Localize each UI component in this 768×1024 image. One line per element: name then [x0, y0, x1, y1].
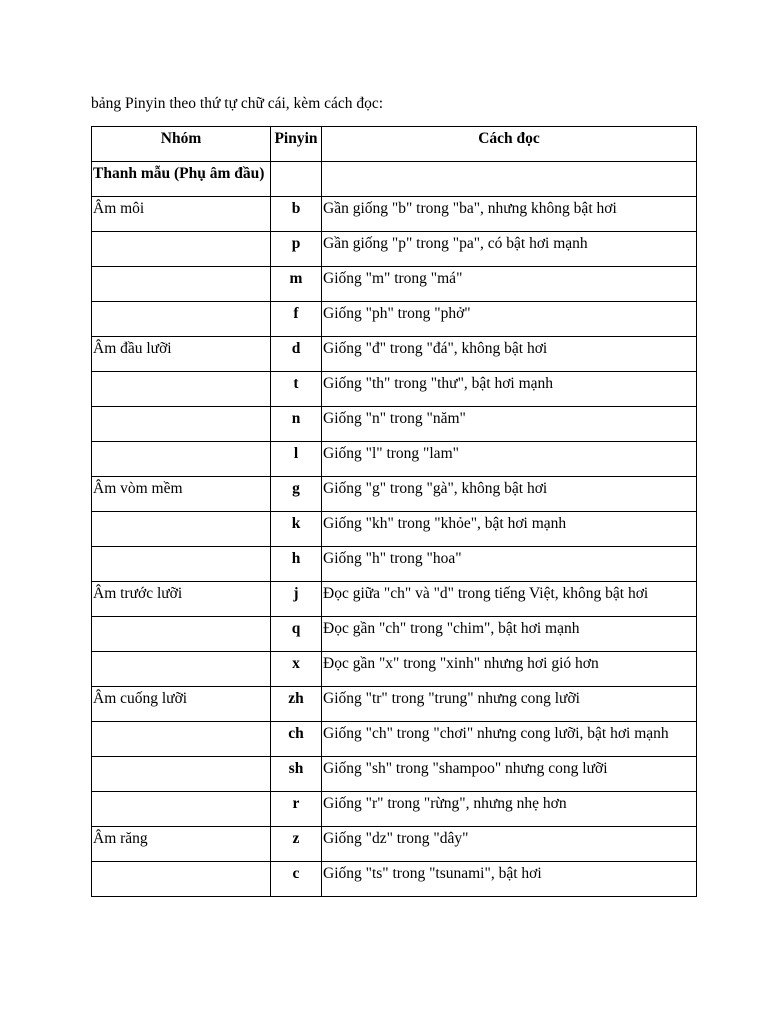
- table-row: [92, 722, 697, 757]
- reading-cell: Gần giống "b" trong "ba", nhưng không bật hơi: [322, 197, 697, 232]
- reading-cell: Giống "kh" trong "khỏe", bật hơi mạnh: [322, 512, 697, 547]
- reading-cell: Giống "g" trong "gà", không bật hơi: [322, 477, 697, 512]
- reading-cell: Giống "ph" trong "phở": [322, 302, 697, 337]
- reading-cell: Đọc giữa "ch" và "d" trong tiếng Việt, không bật hơi: [322, 582, 697, 617]
- header-pinyin: Pinyin: [271, 127, 322, 162]
- table-row: [92, 337, 697, 372]
- section-title: Thanh mẫu (Phụ âm đầu): [92, 162, 271, 197]
- reading-cell: Giống "dz" trong "dây": [322, 827, 697, 862]
- pinyin-cell: b: [271, 197, 322, 232]
- reading-cell: Giống "r" trong "rừng", nhưng nhẹ hơn: [322, 792, 697, 827]
- pinyin-cell: g: [271, 477, 322, 512]
- table-row: [92, 267, 697, 302]
- group-cell: [92, 652, 271, 687]
- table-body: [92, 162, 697, 897]
- table-row: [92, 407, 697, 442]
- table-row: [92, 232, 697, 267]
- pinyin-cell: t: [271, 372, 322, 407]
- group-cell: [92, 512, 271, 547]
- reading-cell: Đọc gần "x" trong "xinh" nhưng hơi gió hơn: [322, 652, 697, 687]
- reading-cell: Gần giống "p" trong "pa", có bật hơi mạnh: [322, 232, 697, 267]
- header-reading: Cách đọc: [322, 127, 697, 162]
- reading-cell: Giống "ts" trong "tsunami", bật hơi: [322, 862, 697, 897]
- reading-cell: Giống "ch" trong "chơi" nhưng cong lưỡi, bật hơi mạnh: [322, 722, 697, 757]
- pinyin-cell: j: [271, 582, 322, 617]
- group-cell: [92, 442, 271, 477]
- group-cell: [92, 617, 271, 652]
- pinyin-cell: k: [271, 512, 322, 547]
- reading-cell: Giống "m" trong "má": [322, 267, 697, 302]
- group-cell: [92, 232, 271, 267]
- table-row: [92, 197, 697, 232]
- pinyin-cell: h: [271, 547, 322, 582]
- section-empty-cell: [322, 162, 697, 197]
- table-row: [92, 302, 697, 337]
- group-cell: Âm trước lưỡi: [92, 582, 271, 617]
- pinyin-cell: c: [271, 862, 322, 897]
- reading-cell: Giống "sh" trong "shampoo" nhưng cong lưỡi: [322, 757, 697, 792]
- group-cell: Âm môi: [92, 197, 271, 232]
- pinyin-cell: n: [271, 407, 322, 442]
- table-row: [92, 827, 697, 862]
- table-row: [92, 862, 697, 897]
- table-header-row: [92, 127, 697, 162]
- group-cell: Âm cuống lưỡi: [92, 687, 271, 722]
- group-cell: [92, 722, 271, 757]
- reading-cell: Giống "th" trong "thư", bật hơi mạnh: [322, 372, 697, 407]
- table-row: [92, 372, 697, 407]
- reading-cell: Giống "tr" trong "trung" nhưng cong lưỡi: [322, 687, 697, 722]
- group-cell: [92, 792, 271, 827]
- group-cell: Âm răng: [92, 827, 271, 862]
- pinyin-cell: m: [271, 267, 322, 302]
- table-row: [92, 757, 697, 792]
- table-row: [92, 617, 697, 652]
- pinyin-cell: p: [271, 232, 322, 267]
- pinyin-cell: d: [271, 337, 322, 372]
- table-row: [92, 477, 697, 512]
- reading-cell: Đọc gần "ch" trong "chim", bật hơi mạnh: [322, 617, 697, 652]
- group-cell: [92, 407, 271, 442]
- section-row: [92, 162, 697, 197]
- group-cell: [92, 372, 271, 407]
- intro-text: bảng Pinyin theo thứ tự chữ cái, kèm cách đọc:: [91, 95, 384, 112]
- header-group: Nhóm: [92, 127, 271, 162]
- table-row: [92, 547, 697, 582]
- pinyin-cell: ch: [271, 722, 322, 757]
- reading-cell: Giống "h" trong "hoa": [322, 547, 697, 582]
- pinyin-cell: z: [271, 827, 322, 862]
- pinyin-cell: l: [271, 442, 322, 477]
- group-cell: Âm đầu lưỡi: [92, 337, 271, 372]
- group-cell: [92, 757, 271, 792]
- pinyin-cell: q: [271, 617, 322, 652]
- table-row: [92, 687, 697, 722]
- table-row: [92, 442, 697, 477]
- group-cell: [92, 862, 271, 897]
- group-cell: [92, 302, 271, 337]
- pinyin-cell: zh: [271, 687, 322, 722]
- table-row: [92, 512, 697, 547]
- pinyin-cell: f: [271, 302, 322, 337]
- table-row: [92, 652, 697, 687]
- table-row: [92, 582, 697, 617]
- pinyin-cell: sh: [271, 757, 322, 792]
- reading-cell: Giống "l" trong "lam": [322, 442, 697, 477]
- table-row: [92, 792, 697, 827]
- reading-cell: Giống "n" trong "năm": [322, 407, 697, 442]
- group-cell: [92, 267, 271, 302]
- reading-cell: Giống "đ" trong "đá", không bật hơi: [322, 337, 697, 372]
- pinyin-table: [91, 126, 697, 897]
- section-empty-cell: [271, 162, 322, 197]
- pinyin-cell: r: [271, 792, 322, 827]
- group-cell: Âm vòm mềm: [92, 477, 271, 512]
- pinyin-cell: x: [271, 652, 322, 687]
- group-cell: [92, 547, 271, 582]
